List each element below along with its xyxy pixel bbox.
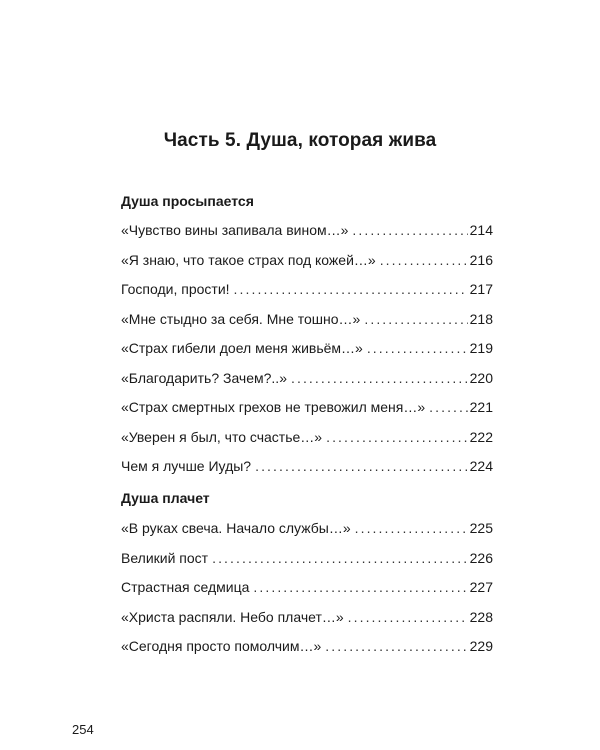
section-heading: Душа плачет — [121, 490, 210, 506]
part-title: Часть 5. Душа, которая жива — [163, 130, 437, 151]
toc-entry-page: 219 — [469, 340, 493, 356]
toc-entry-title: «Страх гибели доел меня живьём…» — [121, 340, 363, 356]
toc-entry-page: 221 — [469, 399, 493, 415]
toc-list — [121, 514, 493, 662]
toc-entry — [121, 216, 493, 246]
toc-entry-page: 220 — [469, 369, 493, 386]
toc-entry — [121, 573, 493, 603]
toc-entry — [121, 632, 493, 662]
dot-leader — [429, 393, 468, 423]
toc-entry-page: 218 — [469, 310, 493, 327]
dot-leader — [234, 275, 468, 305]
toc-entry-page: 227 — [469, 579, 493, 595]
toc-entry-title: Страстная седмица — [121, 579, 250, 595]
toc-entry-page: 224 — [469, 458, 493, 474]
toc-entry-title: «Страх смертных грехов не тревожил меня…» — [121, 399, 426, 415]
section-heading: Душа просыпается — [121, 193, 254, 209]
toc-entry-title: «Я знаю, что такое страх под кожей…» — [121, 251, 376, 268]
toc-entry — [121, 544, 493, 574]
toc-entry-page: 216 — [469, 251, 493, 268]
toc-entry — [121, 334, 493, 364]
toc-entry-page: 229 — [469, 638, 493, 654]
dot-leader — [326, 423, 468, 453]
toc-entry — [121, 364, 493, 394]
toc-entry-page: 226 — [469, 549, 493, 566]
toc-entry-title: Господи, прости! — [121, 281, 230, 297]
toc-section — [121, 191, 493, 482]
dot-leader — [364, 305, 467, 335]
toc-entry-title: «Мне стыдно за себя. Мне тошно…» — [121, 310, 361, 327]
toc-entry-page: 228 — [469, 608, 493, 625]
toc-entry — [121, 423, 493, 453]
toc-entry — [121, 246, 493, 276]
dot-leader — [253, 573, 467, 603]
dot-leader — [367, 334, 468, 364]
toc-entry-page: 222 — [469, 428, 493, 445]
dot-leader — [212, 544, 468, 574]
toc-entry-title: «Христа распяли. Небо плачет…» — [121, 608, 344, 625]
toc-entry-page: 214 — [469, 222, 493, 238]
toc-entry — [121, 305, 493, 335]
dot-leader — [355, 514, 468, 544]
toc-entry-title: Великий пост — [121, 549, 209, 566]
toc-entry — [121, 603, 493, 633]
dot-leader — [325, 632, 467, 662]
toc-entry-title: «Сегодня просто помолчим…» — [121, 638, 322, 654]
toc-entry-title: «Благодарить? Зачем?..» — [121, 369, 287, 386]
toc-entry-page: 217 — [469, 281, 493, 297]
toc-list — [121, 216, 493, 482]
toc-entry — [121, 275, 493, 305]
page-number: 254 — [72, 722, 94, 737]
dot-leader — [352, 216, 467, 246]
dot-leader — [348, 603, 468, 633]
toc-entry-page: 225 — [469, 520, 493, 536]
dot-leader — [255, 452, 468, 482]
toc-entry-title: Чем я лучше Иуды? — [121, 458, 252, 474]
toc-entry-title: «Чувство вины запивала вином…» — [121, 222, 349, 238]
dot-leader — [291, 364, 468, 394]
toc-entry — [121, 393, 493, 423]
dot-leader — [380, 246, 468, 276]
toc-entry-title: «Уверен я был, что счастье…» — [121, 428, 323, 445]
toc-entry — [121, 452, 493, 482]
toc-entry — [121, 514, 493, 544]
toc-entry-title: «В руках свеча. Начало службы…» — [121, 520, 351, 536]
toc-section — [121, 488, 493, 662]
